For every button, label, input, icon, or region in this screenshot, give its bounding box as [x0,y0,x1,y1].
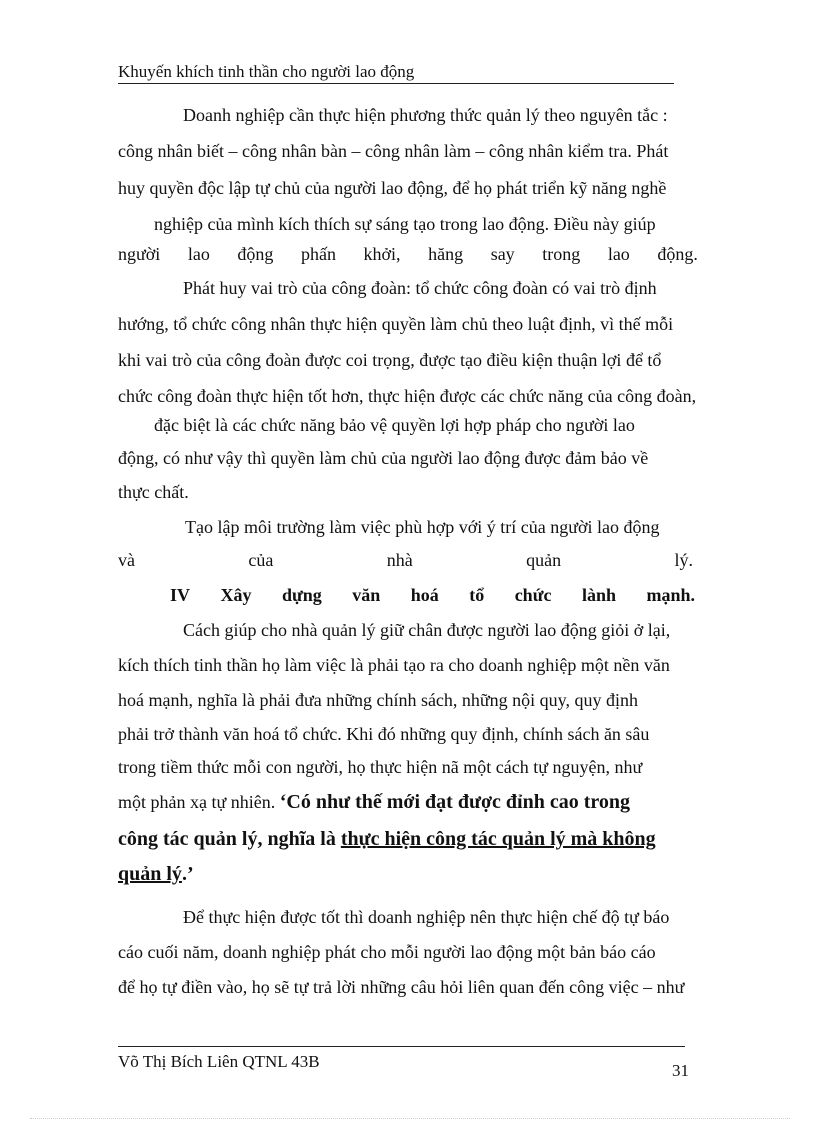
text-line: chức công đoàn thực hiện tốt hơn, thực hiện được các chức năng của công đoàn, [118,386,697,406]
text-line: huy quyền độc lập tự chủ của người lao động, để họ phát triển kỹ năng nghề [118,178,667,198]
word: văn [352,585,381,605]
text-line: cáo cuối năm, doanh nghiệp phát cho mỗi người lao động một bản báo cáo [118,942,656,962]
word: lao [187,244,210,264]
word: nhà [386,550,413,570]
page-number: 31 [672,1061,689,1080]
quote-line [118,863,194,885]
word: mạnh. [646,585,695,605]
word: Xây [220,585,252,605]
justified-line [118,243,698,265]
quote-line [118,828,656,850]
word: phấn [300,244,336,264]
text-line: nghiệp của mình kích thích sự sáng tạo trong lao động. Điều này giúp [154,214,656,234]
text-line: Doanh nghiệp cần thực hiện phương thức quản lý theo nguyên tắc : [183,105,668,125]
word: của [248,550,274,570]
text-line: Cách giúp cho nhà quản lý giữ chân được người lao động giỏi ở lại, [183,620,671,640]
text-normal: một phản xạ tự nhiên. [118,792,276,812]
text-line: động, có như vậy thì quyền làm chủ của người lao động được đảm bảo về [118,448,649,468]
quote-underlined: quản lý [118,863,182,885]
word: tổ [469,585,485,605]
text-line: trong tiềm thức mỗi con người, họ thực hiện nã một cách tự nguyện, như [118,757,643,777]
footer-rule [118,1046,685,1047]
word: hăng [428,244,464,264]
word: lý. [674,550,693,570]
word: quản [526,550,562,570]
header-title: Khuyến khích tinh thần cho người lao động [118,62,415,81]
word: IV [170,585,191,605]
quote-end: .’ [181,863,194,885]
quote-bold: ‘Có như thế mới đạt được đỉnh cao trong [279,791,630,813]
word: và [118,550,135,570]
word: hoá [410,585,439,605]
word: dựng [281,585,322,605]
section-heading [170,584,695,606]
footer-author: Võ Thị Bích Liên QTNL 43B [118,1052,320,1071]
text-line: đặc biệt là các chức năng bảo vệ quyền lợi hợp pháp cho người lao [154,415,635,435]
text-line: công nhân biết – công nhân bàn – công nhân làm – công nhân kiểm tra. Phát [118,141,669,161]
text-line: thực chất. [118,482,189,502]
text-line: kích thích tinh thần họ làm việc là phải tạo ra cho doanh nghiệp một nền văn [118,655,670,675]
word: say [490,244,515,264]
text-line-mixed [118,791,630,813]
quote-underlined: thực hiện công tác quản lý mà không [340,828,656,850]
text-line: khi vai trò của công đoàn được coi trọng, được tạo điều kiện thuận lợi để tổ [118,350,662,370]
word: lao [607,244,630,264]
text-line: hoá mạnh, nghĩa là phải đưa những chính sách, những nội quy, quy định [118,690,639,710]
text-line: để họ tự điền vào, họ sẽ tự trả lời những câu hỏi liên quan đến công việc – như [118,977,685,997]
word: chức [514,585,552,605]
page-edge-dots [30,1118,790,1119]
text-line: Phát huy vai trò của công đoàn: tổ chức công đoàn có vai trò định [183,278,657,298]
text-line: Để thực hiện được tốt thì doanh nghiệp nên thực hiện chế độ tự báo [183,907,670,927]
word: khởi, [363,244,401,264]
word: trong [542,244,581,264]
header-rule [118,83,674,84]
word: lành [581,585,616,605]
word: người [118,244,161,264]
word: động. [657,244,698,264]
quote-bold: công tác quản lý, nghĩa là [118,828,341,850]
text-line: Tạo lập môi trường làm việc phù hợp với ý trí của người lao động [185,517,660,537]
justified-line [118,549,693,571]
text-line: phải trở thành văn hoá tổ chức. Khi đó những quy định, chính sách ăn sâu [118,724,650,744]
text-line: hướng, tổ chức công nhân thực hiện quyền làm chủ theo luật định, vì thế mỗi [118,314,674,334]
word: động [237,244,274,264]
